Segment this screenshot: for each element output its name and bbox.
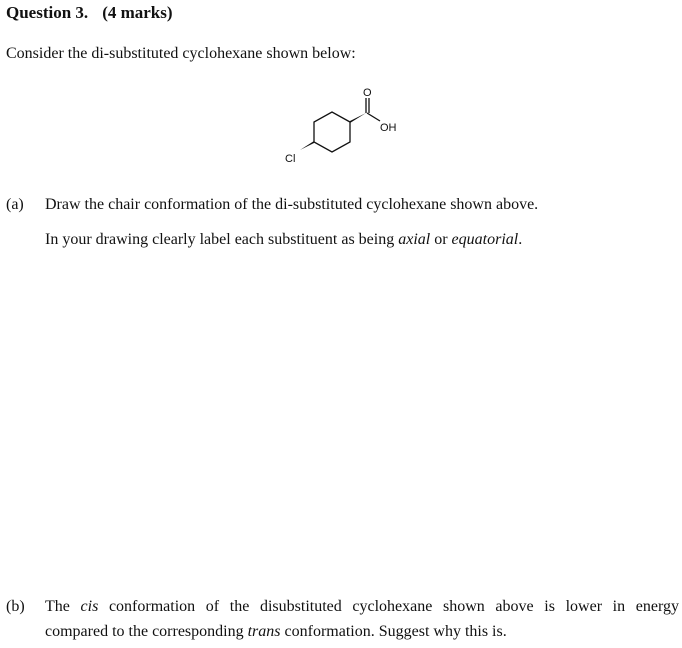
- marks-label: (4 marks): [102, 3, 173, 22]
- axial-term: axial: [398, 231, 431, 248]
- part-a-line2: [45, 231, 522, 249]
- part-b-line1-prefix: The: [45, 598, 81, 615]
- part-a-line2-prefix: In your drawing clearly label each substituent as being: [45, 231, 399, 248]
- part-a-line2-or: or: [430, 231, 452, 248]
- part-b-line2-prefix: compared to the corresponding: [45, 623, 248, 640]
- oxygen-label: O: [363, 87, 372, 99]
- wedge-bond-carboxyl: [350, 113, 366, 123]
- question-header: [6, 3, 173, 23]
- part-a-line1: Draw the chair conformation of the di-substituted cyclohexane shown above.: [45, 196, 539, 213]
- hydroxyl-label: OH: [380, 122, 397, 134]
- part-b-label: (b): [6, 598, 25, 615]
- cyclohexane-structure: [280, 86, 410, 172]
- chlorine-label: Cl: [285, 153, 296, 165]
- cyclohexane-ring: [314, 112, 350, 152]
- intro-text: Consider the di-substituted cyclohexane shown below:: [6, 45, 356, 62]
- part-a-label: (a): [6, 196, 24, 213]
- part-a-line2-end: .: [518, 231, 523, 248]
- wedge-bond-chlorine: [300, 141, 314, 150]
- part-b-line1-rest: conformation of the disubstituted cyclohexane shown above is lower in energy: [98, 598, 680, 615]
- hydroxyl-bond: [367, 113, 380, 121]
- part-b-line2: [45, 623, 507, 641]
- equatorial-term: equatorial: [451, 231, 519, 248]
- cis-term: cis: [80, 598, 99, 615]
- trans-term: trans: [247, 623, 281, 640]
- question-number: Question 3.: [6, 3, 89, 22]
- part-b-line1: [45, 598, 679, 616]
- part-b-line2-rest: conformation. Suggest why this is.: [280, 623, 507, 640]
